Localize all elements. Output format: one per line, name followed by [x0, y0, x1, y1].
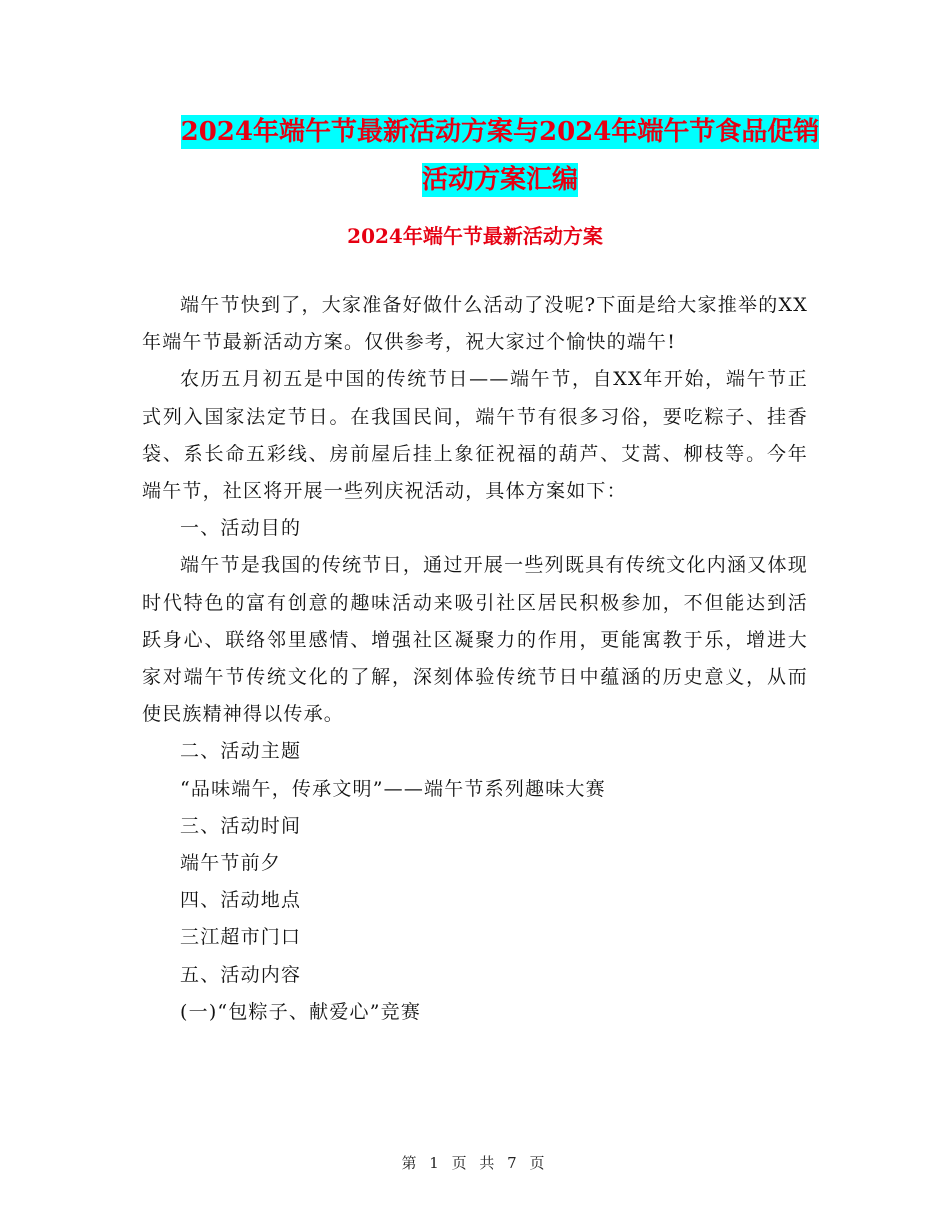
heading-time: 三、活动时间	[180, 814, 302, 837]
document-body	[142, 287, 808, 1031]
document-title-line1: 2024年端午节最新活动方案与2024年端午节食品促销	[180, 117, 820, 147]
heading-theme: 二、活动主题	[180, 740, 302, 763]
paragraph-purpose: 端午节是我国的传统节日，通过开展一些列既具有传统文化内涵又体现时代特色的富有创意的趣味活动来吸引社区居民积极参加，不但能达到活跃身心、联络邻里感情、增强社区凝聚力的作用，更能寓教于乐，增进大家对端午节传统文化的了解，深刻体验传统节日中蕴涵的历史意义，从而使民族精神得以传承。	[142, 554, 808, 726]
document-title-line2: 活动方案汇编	[421, 165, 578, 195]
paragraph-location: 三江超市门口	[180, 926, 302, 949]
heading-location: 四、活动地点	[180, 889, 302, 912]
paragraph-content-item1: (一)“包粽子、献爱心”竞赛	[180, 1000, 422, 1023]
heading-content: 五、活动内容	[180, 963, 302, 986]
paragraph-intro: 端午节快到了，大家准备好做什么活动了没呢?下面是给大家推举的XX年端午节最新活动方案。仅供参考，祝大家过个愉快的端午!	[142, 294, 808, 354]
page-footer: 第 1 页 共 7 页	[401, 1154, 549, 1172]
paragraph-theme: “品味端午，传承文明”——端午节系列趣味大赛	[180, 777, 606, 800]
paragraph-time: 端午节前夕	[180, 852, 282, 875]
document-title	[140, 108, 860, 204]
heading-purpose: 一、活动目的	[180, 517, 302, 540]
section-title: 2024年端午节最新活动方案	[347, 224, 603, 248]
paragraph-background: 农历五月初五是中国的传统节日——端午节，自XX年开始，端午节正式列入国家法定节日。在我国民间，端午节有很多习俗，要吃粽子、挂香袋、系长命五彩线、房前屋后挂上象征祝福的葫芦、艾蒿、柳枝等。今年端午节，社区将开展一些列庆祝活动，具体方案如下：	[142, 368, 808, 503]
